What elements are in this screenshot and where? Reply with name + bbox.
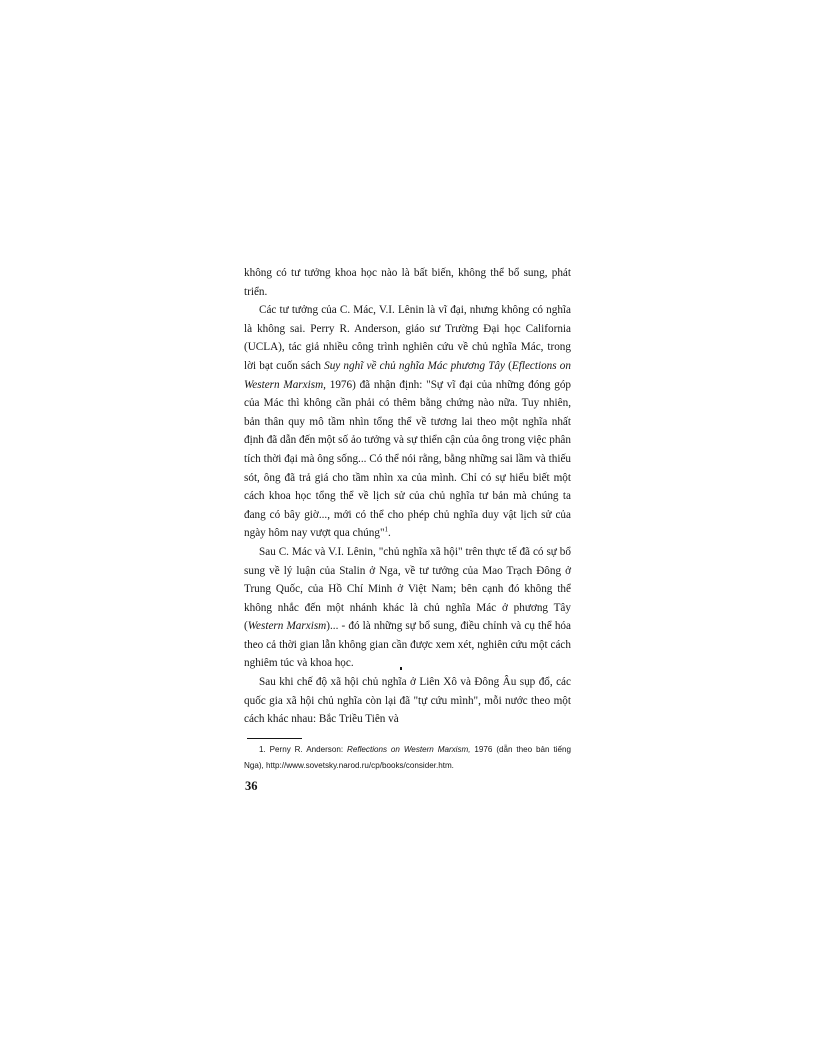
- western-marxism-term: Western Marxism: [247, 620, 327, 633]
- footnote-marker: 1: [384, 525, 389, 534]
- footnote-text: 1. Perny R. Anderson:: [259, 745, 347, 754]
- paragraph-3-text: )... - đó là những sự bổ sung, điều chỉnh và cụ thể hóa theo cả thời gian lẫn không gian cần được xem xét, nghiên cứu một cách nghiêm túc và khoa học.: [244, 620, 571, 670]
- paragraph-2-text: (: [504, 359, 512, 372]
- footnote-divider: [247, 738, 302, 739]
- footnote-book-title: Reflections on Western Marxism,: [347, 745, 471, 754]
- page-number: 36: [245, 779, 258, 793]
- paragraph-3: [244, 543, 571, 673]
- paragraph-2-text: 1976) đã nhận định: "Sự vĩ đại của những đóng góp của Mác thì không cần phải có thêm bằng chứng nào nữa. Tuy nhiên, bản thân quy mô tầm nhìn tổng thể về tương lai theo một nghĩa nhất định đã dẫn đến một số ảo tưởng và sự thiển cận của ông trong việc phân tích thời đại mà ông sống... Có thể nói rằng, bằng những sai lầm và thiếu sót, ông đã trả giá cho tầm nhìn xa của mình. Chỉ có sự hiểu biết một cách khoa học tổng thể về lịch sử của chủ nghĩa tư bản mà chúng ta đang có bây giờ..., mới có thể cho phép chủ nghĩa duy vật lịch sử của ngày hôm nay vượt qua chúng": [244, 378, 572, 540]
- print-speck: [400, 667, 402, 670]
- paragraph-1-text: không có tư tưởng khoa học nào là bất biến, không thể bổ sung, phát triển.: [244, 267, 571, 298]
- footnote: [244, 742, 571, 774]
- paragraph-2-text: .: [388, 527, 391, 540]
- book-title-en: Eflections on Western Marxism,: [244, 359, 571, 391]
- paragraph-2-text: Các tư tưởng của C. Mác, V.I. Lênin là vĩ đại, nhưng không có nghĩa là không sai. Perry R. Anderson, giáo sư Trường Đại học California (UCLA), tác giả nhiều công trình nghiên cứu về chủ nghĩa Mác, trong lời bạt cuốn sách: [244, 304, 571, 372]
- paragraph-2: [244, 301, 571, 543]
- paragraph-3-text: Sau C. Mác và V.I. Lênin, "chủ nghĩa xã hội" trên thực tế đã có sự bổ sung về lý luận của Stalin ở Nga, về tư tưởng của Mao Trạch Đông ở Trung Quốc, của Hồ Chí Minh ở Việt Nam; bên cạnh đó không thể không nhắc đến một nhánh khác là chủ nghĩa Mác ở phương Tây (: [244, 545, 571, 633]
- body-text: [244, 264, 571, 729]
- book-title-vi: Suy nghĩ về chủ nghĩa Mác phương Tây: [324, 359, 505, 372]
- paragraph-1: [244, 264, 571, 301]
- footnote-text: 1976 (dẫn theo bản tiếng Nga), http://www.sovetsky.narod.ru/cp/books/consider.htm.: [244, 745, 571, 770]
- paragraph-4: [244, 673, 571, 729]
- paragraph-4-text: Sau khi chế độ xã hội chủ nghĩa ở Liên Xô và Đông Âu sụp đổ, các quốc gia xã hội chủ nghĩa còn lại đã "tự cứu mình", mỗi nước theo một cách khác nhau: Bắc Triều Tiên và: [244, 676, 571, 726]
